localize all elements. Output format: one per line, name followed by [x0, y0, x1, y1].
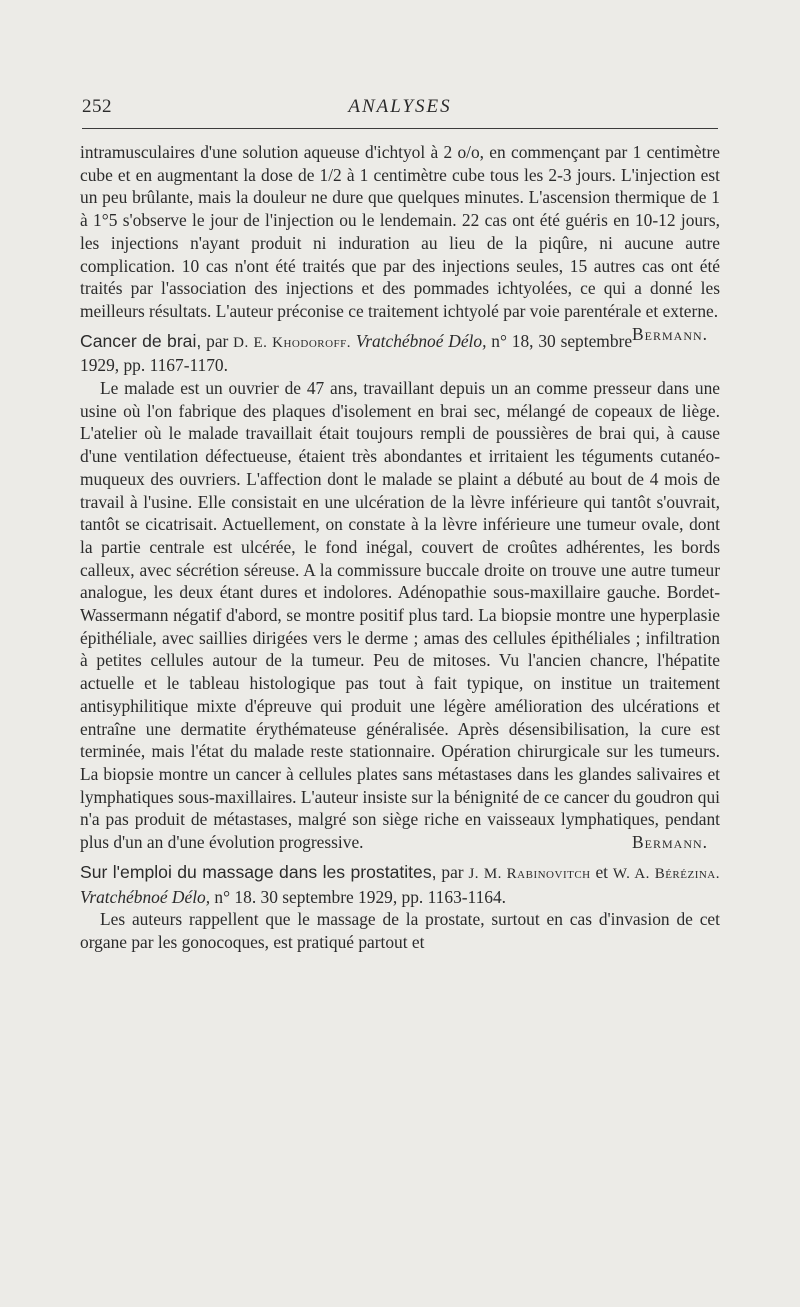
paragraph-1-text: intramusculaires d'une solution aqueuse d'ichtyol à 2 o/o, en commençant par 1 centimètre cube et en augmentant la dose de 1/2 à 1 centimètre cube tous les 2-3 jours. L'injection est un peu brûlante, mais la douleur ne dure que quelques minutes. L'ascension thermique de 1 à 1°5 s'observe le jour de l'injection ou le lendemain. 22 cas ont été guéris en 10-12 jours, les injections n'ayant produit ni induration au lieu de la piqûre, ni aucune autre complication. 10 cas n'ont été traités que par des injections seules, 15 autres cas ont été traités par l'association des injections et des pommades ichtyolées, ce qui a donné les meilleurs résultats. L'auteur préconise ce traitement ichtyolé par voie parentérale et externe. — [80, 142, 720, 321]
signature-2: Bermann. — [632, 832, 708, 853]
article-2-author: D. E. Khodoroff. — [233, 334, 352, 351]
running-title: ANALYSES — [348, 96, 452, 117]
text-body — [80, 141, 720, 954]
article-3-title: Sur l'emploi du massage dans les prostatites, — [80, 861, 437, 882]
signature-1: Bermann. — [632, 323, 708, 344]
paragraph-2 — [80, 377, 720, 854]
header-rule — [82, 128, 718, 129]
article-2-reference: n° 18, 30 septembre 1929, pp. 1167-1170. — [80, 330, 633, 376]
article-3-author-2: W. A. Bérézina. — [612, 865, 720, 882]
article-3-et: et — [590, 861, 613, 882]
article-3-par: par — [436, 861, 469, 882]
article-2-journal: Vratchébnoé Délo, — [355, 330, 487, 351]
article-3-heading — [80, 861, 720, 908]
paragraph-3 — [80, 908, 720, 953]
paragraph-3-text: Les auteurs rappellent que le massage de la prostate, surtout en cas d'invasion de cet organe par les gonocoques, est pratiqué partout et — [80, 909, 720, 952]
article-3-journal: Vratchébnoé Délo, — [80, 886, 211, 907]
article-3-author-1: J. M. Rabinovitch — [468, 865, 591, 882]
page-header — [82, 96, 718, 128]
article-2-heading — [80, 330, 720, 377]
article-2-title: Cancer de brai, — [80, 330, 202, 351]
paragraph-2-text: Le malade est un ouvrier de 47 ans, travaillant depuis un an comme presseur dans une usine où l'on fabrique des plaques d'isolement en brai sec, mélangé de copeaux de liège. L'atelier où le malade travaillait était toujours rempli de poussières de brai qui, à cause d'une ventilation défectueuse, étaient très abondantes et irritaient les téguments cutanéo-muqueux des ouvriers. L'affection dont le malade se plaint a débuté au bout de 4 mois de travail à l'usine. Elle consistait en une ulcération de la lèvre inférieure qui tantôt s'ouvrait, tantôt se cicatrisait. Actuellement, on constate à la lèvre inférieure une tumeur ovale, dont la partie centrale est ulcérée, le fond inégal, couvert de croûtes adhérentes, les bords calleux, avec sécrétion séreuse. A la commissure buccale droite on trouve une autre tumeur analogue, les deux étant dures et indolores. Adénopathie sous-maxillaire gauche. Bordet-Wassermann négatif d'abord, se montre positif plus tard. La biopsie montre une hyperplasie épithéliale, avec saillies dirigées vers le derme ; amas des cellules épithéliales ; infiltration à petites cellules autour de la tumeur. Peu de mitoses. Vu l'ancien chancre, l'hépatite actuelle et le tableau histologique pas tout à fait typique, on institue un traitement antisyphilitique mixte d'épreuve qui produit une légère amélioration des ulcérations et entraîne une dermatite érythémateuse généralisée. Après désensibilisation, la cure est terminée, mais l'état du malade reste stationnaire. Opération chirurgicale sur les tumeurs. La biopsie montre un cancer à cellules plates sans métastases dans les glandes salivaires et lymphatiques sous-maxillaires. L'auteur insiste sur la bénignité de ce cancer du goudron qui n'a pas produit de métastases, malgré son siège riche en vaisseaux lymphatiques, pendant plus d'un an d'une évolution progressive. — [80, 378, 720, 853]
article-2-par: par — [201, 330, 234, 351]
page-number: 252 — [82, 96, 112, 117]
article-3-reference: n° 18. 30 septembre 1929, pp. 1163-1164. — [210, 886, 507, 907]
